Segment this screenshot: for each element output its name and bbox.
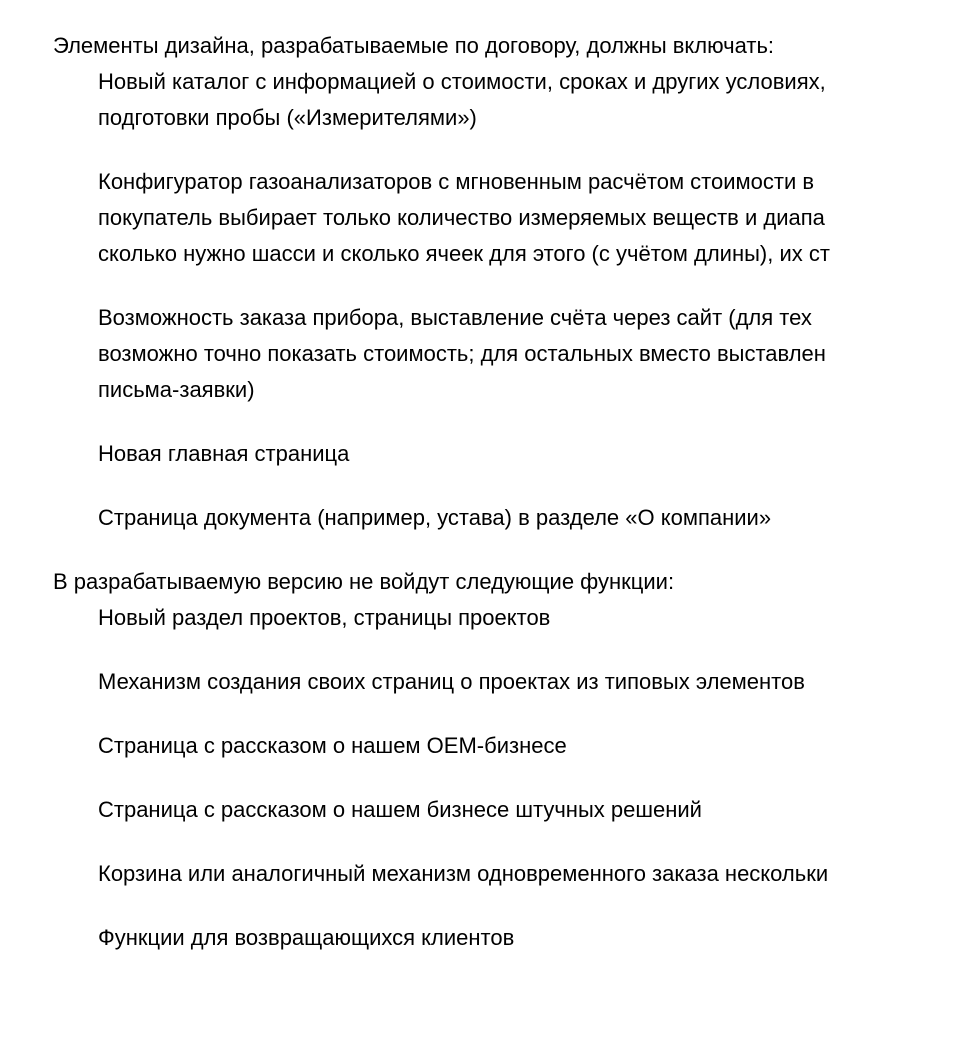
list-item-line: сколько нужно шасси и сколько ячеек для этого (с учётом длины), их ст [98, 241, 830, 266]
section-heading-included: Элементы дизайна, разрабатываемые по договору, должны включать: [53, 33, 775, 58]
list-item-line: Конфигуратор газоанализаторов с мгновенным расчётом стоимости в [98, 169, 815, 194]
section-included [0, 28, 955, 536]
section-excluded [0, 564, 955, 956]
list-item [98, 600, 955, 636]
list-item-line: Механизм создания своих страниц о проектах из типовых элементов [98, 669, 805, 694]
list-item-line: Страница с рассказом о нашем ОЕМ-бизнесе [98, 733, 567, 758]
list-item [98, 920, 955, 956]
section-heading-excluded: В разрабатываемую версию не войдут следующие функции: [53, 569, 675, 594]
list-item-line: подготовки пробы («Измерителями») [98, 105, 477, 130]
list-item-line: письма-заявки) [98, 377, 255, 402]
list-item [98, 300, 955, 408]
list-item-line: Функции для возвращающихся клиентов [98, 925, 515, 950]
document-body [0, 28, 955, 984]
list-item-line: Новый каталог с информацией о стоимости, сроках и других условиях, [98, 69, 826, 94]
list-item [98, 64, 955, 136]
excluded-list [0, 600, 955, 956]
list-item-line: покупатель выбирает только количество измеряемых веществ и диапа [98, 205, 825, 230]
list-item [98, 728, 955, 764]
list-item [98, 436, 955, 472]
list-item-line: Возможность заказа прибора, выставление счёта через сайт (для тех [98, 305, 812, 330]
list-item-line: Новый раздел проектов, страницы проектов [98, 605, 551, 630]
list-item-line: Корзина или аналогичный механизм одновременного заказа нескольки [98, 861, 829, 886]
list-item [98, 664, 955, 700]
included-list [0, 64, 955, 536]
list-item [98, 856, 955, 892]
list-item [98, 792, 955, 828]
list-item-line: Новая главная страница [98, 441, 350, 466]
list-item-line: Страница документа (например, устава) в разделе «О компании» [98, 505, 772, 530]
list-item-line: возможно точно показать стоимость; для остальных вместо выставлен [98, 341, 826, 366]
list-item-line: Страница с рассказом о нашем бизнесе штучных решений [98, 797, 702, 822]
list-item [98, 500, 955, 536]
list-item [98, 164, 955, 272]
